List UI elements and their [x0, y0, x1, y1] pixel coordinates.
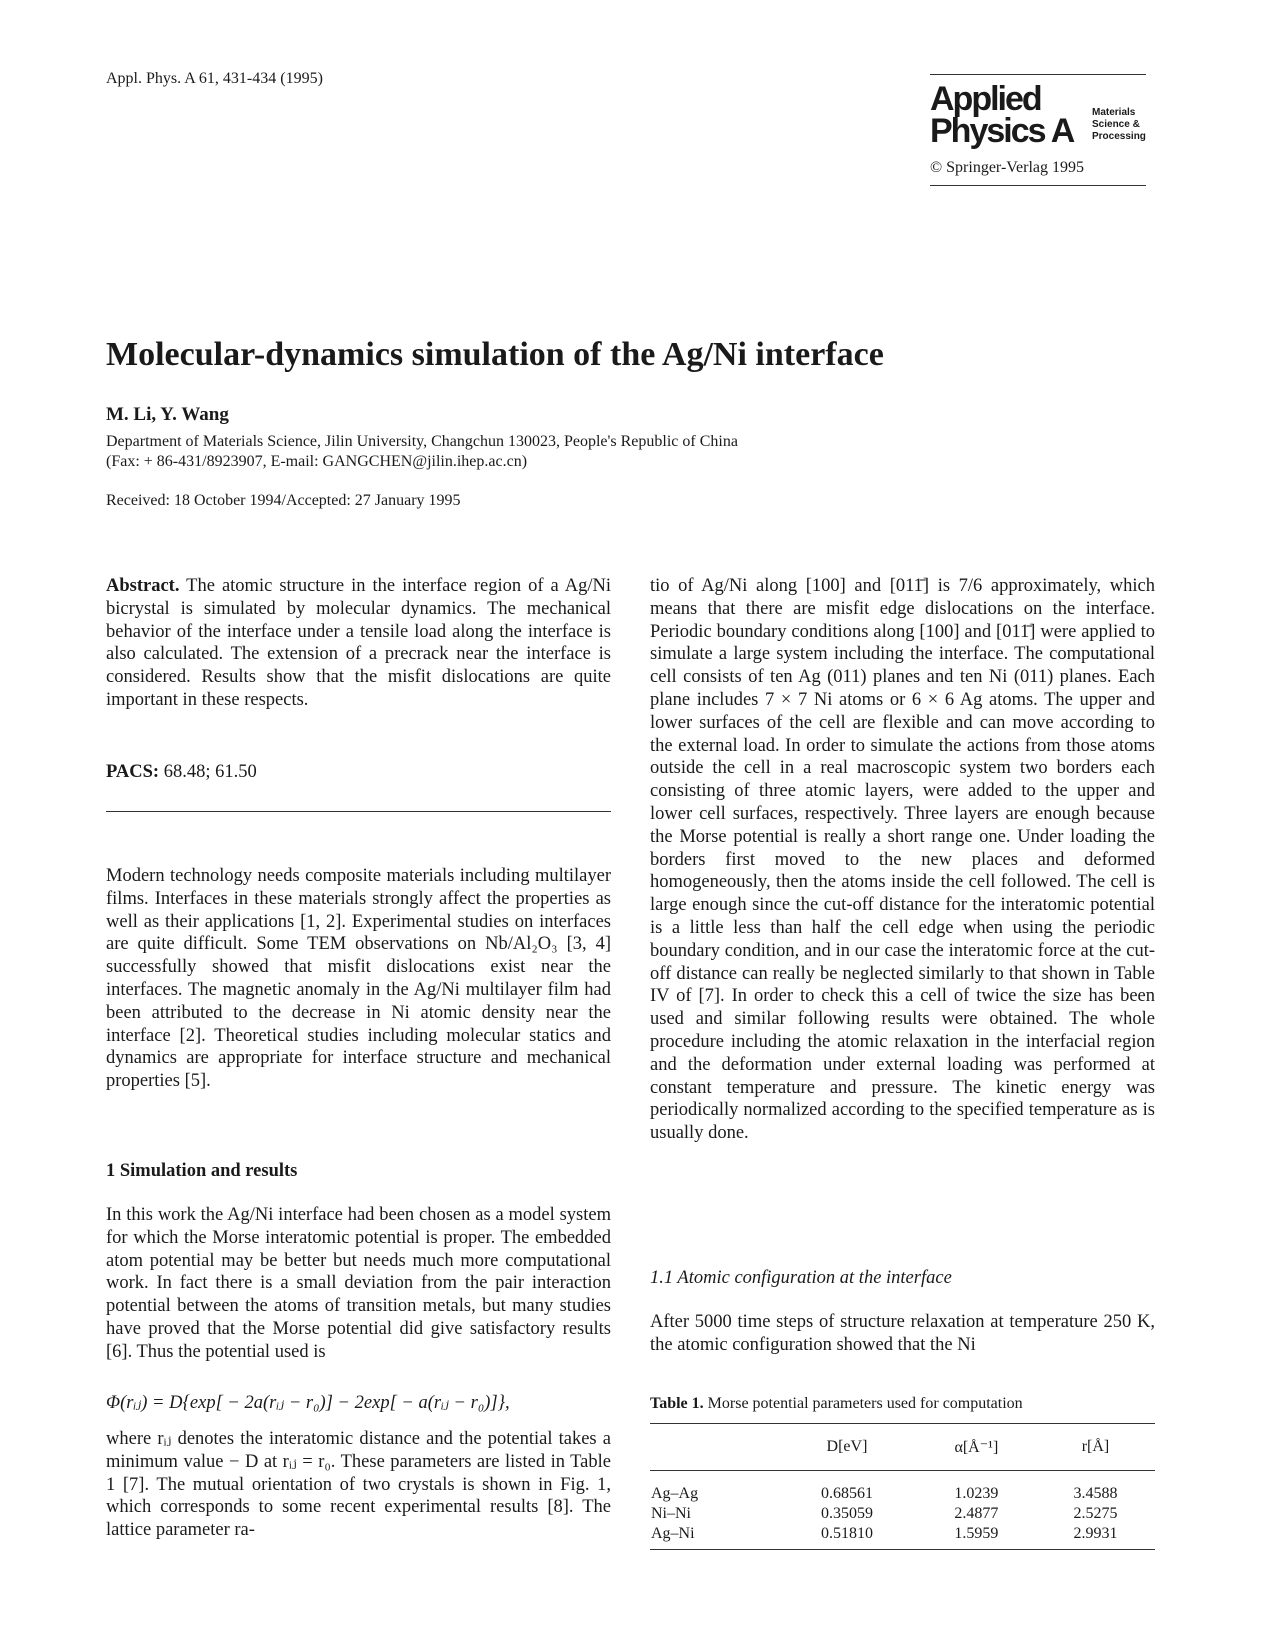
- table-header: D[eV]: [826, 1438, 868, 1455]
- section-text-2: where rᵢⱼ denotes the interatomic distance and the potential takes a minimum value − D at rᵢⱼ = r₀. These parameters are listed in Table 1 [7]. The mutual orientation of two crystals is shown in Fig. 1, which corresponds to some recent experimental results [8]. The lattice parameter ra-: [106, 1429, 611, 1541]
- table-1: [650, 1423, 1155, 1550]
- abstract: [106, 575, 611, 712]
- received-dates: Received: 18 October 1994/Accepted: 27 January 1995: [106, 492, 461, 509]
- affiliation-block: [106, 432, 1006, 472]
- table-row: [650, 1524, 1155, 1550]
- table-cell: 2.5275: [1073, 1505, 1118, 1522]
- authors: M. Li, Y. Wang: [106, 404, 229, 425]
- logo-word-physics: Physics A: [930, 112, 1074, 150]
- section-paragraph-2: [106, 1428, 611, 1542]
- section-paragraph: [106, 1204, 611, 1364]
- journal-logo: [930, 75, 1146, 155]
- table-cell: 1.0239: [954, 1485, 999, 1502]
- table-cell: 3.4588: [1073, 1485, 1118, 1502]
- pacs-label: PACS:: [106, 762, 160, 782]
- table-cell: Ag–Ag: [651, 1485, 699, 1502]
- table-label: Table 1.: [650, 1395, 704, 1412]
- logo-sub-line: Science &: [1092, 119, 1140, 130]
- abstract-divider: [106, 811, 611, 812]
- logo-word-applied: Applied: [930, 80, 1041, 118]
- logo-bottom-rule: [930, 185, 1146, 186]
- table-cell: 0.68561: [820, 1485, 873, 1502]
- paper-title: Molecular-dynamics simulation of the Ag/Ni interface: [106, 336, 884, 373]
- table-header: r[Å]: [1081, 1438, 1110, 1455]
- table-row: [650, 1504, 1155, 1524]
- table-header: α[Å⁻¹]: [954, 1439, 999, 1456]
- table-caption: [650, 1395, 1023, 1413]
- logo-subtitle: [1092, 107, 1146, 143]
- table-cell: 0.35059: [820, 1505, 873, 1522]
- pacs: [106, 761, 611, 784]
- introduction: [106, 865, 611, 1093]
- subsection-text: After 5000 time steps of structure relaxation at temperature 250 K, the atomic configuration showed that the Ni: [650, 1312, 1155, 1355]
- table-cell: 1.5959: [954, 1525, 999, 1542]
- pacs-value: 68.48; 61.50: [163, 762, 257, 782]
- table-cell: 2.4877: [954, 1505, 999, 1522]
- abstract-label: Abstract.: [106, 576, 180, 596]
- table-header: [650, 1424, 777, 1471]
- journal-reference: Appl. Phys. A 61, 431-434 (1995): [106, 70, 323, 87]
- journal-logo-block: [930, 74, 1146, 186]
- affiliation: Department of Materials Science, Jilin University, Changchun 130023, People's Republic of China: [106, 433, 738, 450]
- table-row: [650, 1471, 1155, 1505]
- subsection-paragraph: [650, 1311, 1155, 1357]
- morse-formula: Φ(rᵢⱼ) = D{exp[ − 2a(rᵢⱼ − r₀)] − 2exp[ − a(rᵢⱼ − r₀)]},: [106, 1393, 510, 1413]
- section-heading: 1 Simulation and results: [106, 1161, 298, 1181]
- section-text: In this work the Ag/Ni interface had been chosen as a model system for which the Morse interatomic potential is proper. The embedded atom potential may be better but needs much more computational work. In fact there is a small deviation from the pair interaction potential between the atoms of transition metals, but many studies have proved that the Morse potential did give satisfactory results [6]. Thus the potential used is: [106, 1205, 611, 1362]
- contact-info: (Fax: + 86-431/8923907, E-mail: GANGCHEN@jilin.ihep.ac.cn): [106, 453, 528, 470]
- table-caption-text: Morse potential parameters used for computation: [707, 1395, 1023, 1412]
- logo-sub-line: Processing: [1092, 131, 1146, 142]
- table-cell: Ag–Ni: [651, 1525, 695, 1542]
- table-cell: 0.51810: [820, 1525, 873, 1542]
- morse-parameters-table: [650, 1423, 1155, 1550]
- table-cell: Ni–Ni: [651, 1505, 691, 1522]
- right-column-text: [650, 575, 1155, 1145]
- logo-sub-line: Materials: [1092, 107, 1136, 118]
- right-paragraph: tio of Ag/Ni along [100] and [011̄] is 7/6 approximately, which means that there are misfit edge dislocations on the interface. Periodic boundary conditions along [100] and [011̄] were applied to simulate a large system including the interface. The computational cell consists of ten Ag (011) planes and ten Ni (011) planes. Each plane includes 7 × 7 Ni atoms or 6 × 6 Ag atoms. The upper and lower surfaces of the cell are flexible and can move according to the external load. In order to simulate the actions from those atoms outside the cell in a real macroscopic system two borders each consisting of three atomic layers, were added to the upper and lower cell surfaces, respectively. Three layers are enough because the Morse potential is really a short range one. Under loading the borders first moved to the new places and deformed homogeneously, then the atoms inside the cell followed. The cell is large enough since the cut-off distance for the interatomic potential is a little less than half the cell edge when using the periodic boundary condition, and in our case the interatomic force at the cut-off distance can really be neglected similarly to that shown in Table IV of [7]. In order to check this a cell of twice the size has been used and similar following results were obtained. The whole procedure including the atomic relaxation in the interfacial region and the deformation under external loading was performed at constant temperature and pressure. The kinetic energy was periodically normalized according to the specified temperature as is usually done.: [650, 576, 1155, 1144]
- abstract-text: The atomic structure in the interface region of a Ag/Ni bicrystal is simulated by molecular dynamics. The mechanical behavior of the interface under a tensile load along the interface is also calculated. The extension of a precrack near the interface is considered. Results show that the misfit dislocations are quite important in these respects.: [106, 576, 611, 710]
- intro-paragraph: Modern technology needs composite materials including multilayer films. Interfaces in these materials strongly affect the properties as well as their applications [1, 2]. Experimental studies on interfaces are quite difficult. Some TEM observations on Nb/Al₂O₃ [3, 4] successfully showed that misfit dislocations exist near the interfaces. The magnetic anomaly in the Ag/Ni multilayer film had been attributed to the decrease in Ni atomic density near the interface [2]. Theoretical studies including molecular statics and dynamics are appropriate for interface structure and mechanical properties [5].: [106, 866, 611, 1092]
- table-cell: 2.9931: [1073, 1525, 1118, 1542]
- copyright: © Springer-Verlag 1995: [930, 159, 1085, 176]
- subsection-heading: 1.1 Atomic configuration at the interface: [650, 1268, 952, 1288]
- table-header-row: [650, 1424, 1155, 1471]
